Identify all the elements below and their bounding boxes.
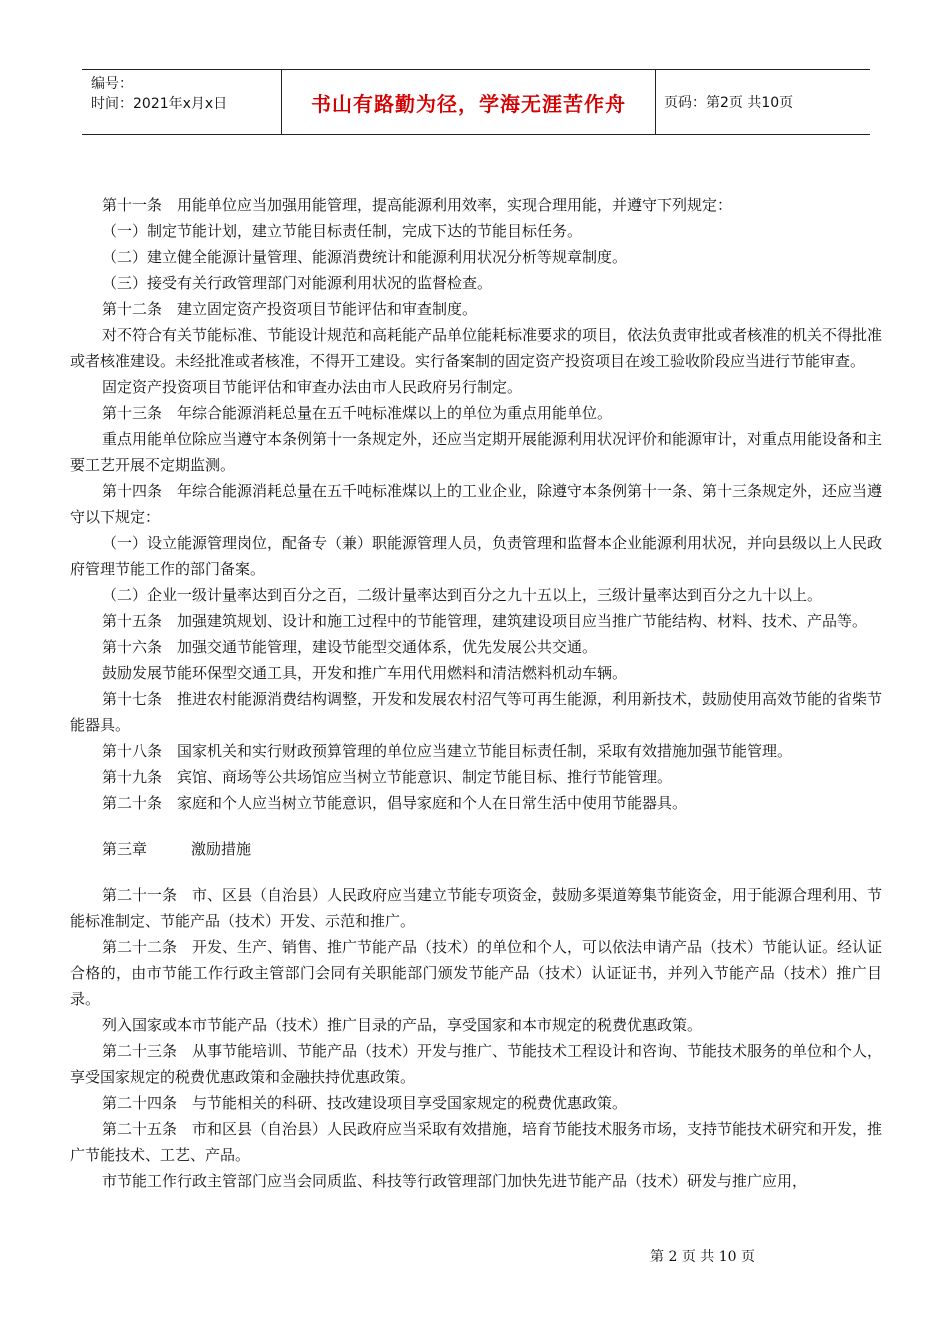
paragraph: 市节能工作行政主管部门应当会同质监、科技等行政管理部门加快先进节能产品（技术）研发与推广应用， (102, 1172, 808, 1190)
paragraph: 第十八条 国家机关和实行财政预算管理的单位应当建立节能目标责任制，采取有效措施加强节能管理。 (102, 742, 793, 760)
paragraph: （二）企业一级计量率达到百分之百，二级计量率达到百分之九十五以上，三级计量率达到百分之九十以上。 (102, 586, 823, 604)
paragraph: 第十三条 年综合能源消耗总量在五千吨标准煤以上的单位为重点用能单位。 (102, 404, 613, 422)
paragraph: 第十六条 加强交通节能管理，建设节能型交通体系，优先发展公共交通。 (102, 638, 598, 656)
header-meta (82, 70, 282, 134)
paragraph: 第十二条 建立固定资产投资项目节能评估和审查制度。 (102, 300, 478, 318)
paragraph: 第二十四条 与节能相关的科研、技改建设项目享受国家规定的税费优惠政策。 (102, 1094, 628, 1112)
document-date: 时间：2021年x月x日 (91, 96, 228, 112)
paragraph: 第十四条 年综合能源消耗总量在五千吨标准煤以上的工业企业，除遵守本条例第十一条、第十三条规定外，还应当遵守以下规定： (70, 482, 883, 526)
paragraph: 重点用能单位除应当遵守本条例第十一条规定外，还应当定期开展能源利用状况评价和能源审计，对重点用能设备和主要工艺开展不定期监测。 (70, 430, 883, 474)
paragraph: 第二十条 家庭和个人应当树立节能意识，倡导家庭和个人在日常生活中使用节能器具。 (102, 794, 688, 812)
chapter-number: 第三章 (102, 840, 148, 858)
paragraph: 鼓励发展节能环保型交通工具，开发和推广车用代用燃料和清洁燃料机动车辆。 (102, 664, 628, 682)
paragraph: （三）接受有关行政管理部门对能源利用状况的监督检查。 (102, 274, 493, 292)
paragraph: 第二十一条 市、区县（自治县）人民政府应当建立节能专项资金，鼓励多渠道筹集节能资金，用于能源合理利用、节能标准制定、节能产品（技术）开发、示范和推广。 (70, 886, 883, 930)
paragraph: 列入国家或本市节能产品（技术）推广目录的产品，享受国家和本市规定的税费优惠政策。 (102, 1016, 703, 1034)
document-body (70, 192, 882, 1194)
paragraph: （一）制定节能计划，建立节能目标责任制，完成下达的节能目标任务。 (102, 222, 583, 240)
paragraph: （二）建立健全能源计量管理、能源消费统计和能源利用状况分析等规章制度。 (102, 248, 628, 266)
paragraph: 第二十二条 开发、生产、销售、推广节能产品（技术）的单位和个人，可以依法申请产品（技术）节能认证。经认证合格的，由市节能工作行政主管部门会同有关职能部门颁发节能产品（技术）认证证书，并列入节能产品（技术）推广目录。 (70, 938, 883, 1008)
header-motto: 书山有路勤为径，学海无涯苦作舟 (282, 70, 656, 134)
chapter-heading (70, 836, 882, 862)
paragraph: 对不符合有关节能标准、节能设计规范和高耗能产品单位能耗标准要求的项目，依法负责审批或者核准的机关不得批准或者核准建设。未经批准或者核准，不得开工建设。实行备案制的固定资产投资项目在竣工验收阶段应当进行节能审查。 (70, 326, 883, 370)
paragraph: 第十七条 推进农村能源消费结构调整，开发和发展农村沼气等可再生能源，利用新技术，鼓励使用高效节能的省柴节能器具。 (70, 690, 883, 734)
document-number: 编号： (91, 76, 133, 92)
paragraph: 第二十三条 从事节能培训、节能产品（技术）开发与推广、节能技术工程设计和咨询、节能技术服务的单位和个人，享受国家规定的税费优惠政策和金融扶持优惠政策。 (70, 1042, 883, 1086)
paragraph: 固定资产投资项目节能评估和审查办法由市人民政府另行制定。 (102, 378, 523, 396)
paragraph: （一）设立能源管理岗位，配备专（兼）职能源管理人员，负责管理和监督本企业能源利用状况，并向县级以上人民政府管理节能工作的部门备案。 (70, 534, 883, 578)
header-page-number: 页码：第2页 共10页 (664, 95, 794, 111)
page-footer: 第 2 页 共 10 页 (650, 1249, 755, 1265)
paragraph: 第二十五条 市和区县（自治县）人民政府应当采取有效措施，培育节能技术服务市场，支持节能技术研究和开发，推广节能技术、工艺、产品。 (70, 1120, 883, 1164)
page-header (82, 69, 870, 135)
paragraph: 第十一条 用能单位应当加强用能管理，提高能源利用效率，实现合理用能，并遵守下列规定： (102, 196, 733, 214)
chapter-title: 激励措施 (191, 840, 252, 858)
paragraph: 第十五条 加强建筑规划、设计和施工过程中的节能管理，建筑建设项目应当推广节能结构、材料、技术、产品等。 (102, 612, 868, 630)
paragraph: 第十九条 宾馆、商场等公共场馆应当树立节能意识、制定节能目标、推行节能管理。 (102, 768, 673, 786)
